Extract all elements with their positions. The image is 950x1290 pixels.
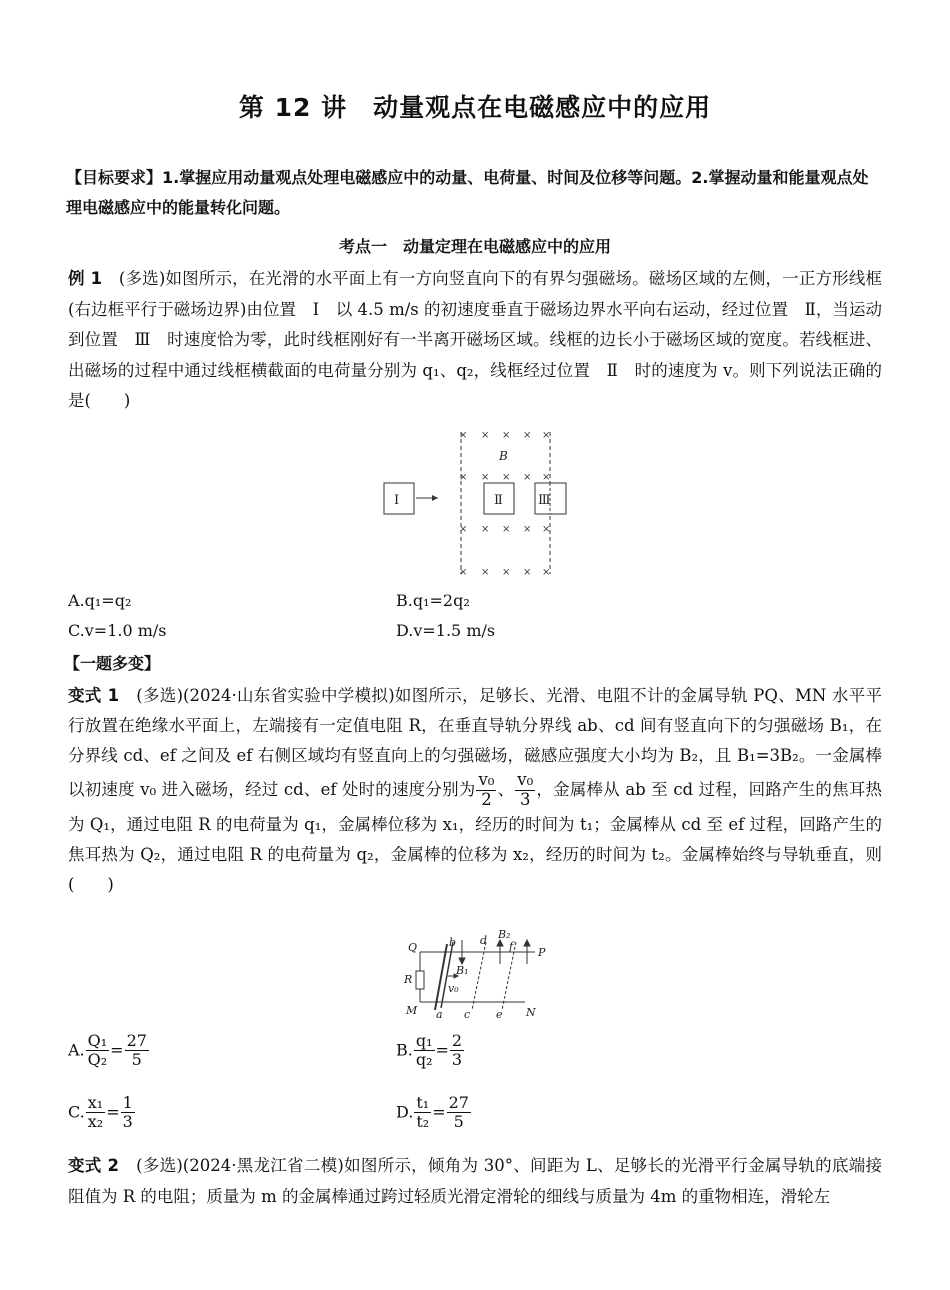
position-2-label: Ⅱ <box>494 493 503 508</box>
svg-text:B₁: B₁ <box>456 964 469 977</box>
example-1-label: 例 1 <box>68 269 103 288</box>
svg-text:×: × <box>481 472 490 483</box>
svg-text:×: × <box>459 472 468 483</box>
example-1-figure <box>380 428 570 578</box>
svg-text:×: × <box>542 430 551 441</box>
goal-text: 1.掌握应用动量观点处理电磁感应中的动量、电荷量、时间及位移等问题。2.掌握动量和能量观点处理电磁感应中的能量转化问题。 <box>66 168 869 217</box>
svg-text:Q: Q <box>408 941 418 954</box>
example-1-option-b[interactable]: B.q₁=2q₂ <box>396 591 470 610</box>
svg-text:×: × <box>459 524 468 535</box>
svg-text:M: M <box>406 1004 418 1017</box>
learning-goals <box>66 163 884 223</box>
goal-label: 【目标要求】 <box>66 168 163 187</box>
variant-2-question <box>68 1151 882 1212</box>
svg-text:×: × <box>459 567 468 578</box>
svg-text:f: f <box>509 940 514 953</box>
svg-text:a: a <box>436 1008 443 1021</box>
example-1-option-d[interactable]: D.v=1.5 m/s <box>396 621 496 640</box>
svg-text:×: × <box>523 524 532 535</box>
example-1-text: (多选)如图所示，在光滑的水平面上有一方向竖直向下的有界匀强磁场。磁场区域的左侧，一正方形线框(右边框平行于磁场边界)由位置 Ⅰ 以 4.5 m/s 的初速度垂直于磁场边界水平向右运动，经过位置 Ⅱ，当运动到位置 Ⅲ 时速度恰为零，此时线框刚好有一半离开磁场区域。线框的边长小于磁场区域的宽度。若线框进、出磁场的过程中通过线框横截面的电荷量分别为 q₁、q₂，线框经过位置 Ⅱ 时的速度为 v。则下列说法正确的是( ) <box>68 269 882 410</box>
svg-text:e: e <box>496 1008 503 1021</box>
svg-text:×: × <box>481 430 490 441</box>
svg-text:d: d <box>480 934 488 947</box>
variant-1-question: 变式 1 (多选)(2024·山东省实验中学模拟)如图所示，足够长、光滑、电阻不计的金属导轨 PQ、MN 水平平行放置在绝缘水平面上，左端接有一定值电阻 R，在垂直导轨分界线 ab、cd 间有竖直向下的匀强磁场 B₁，在分界线 cd、ef 之间及 ef 右侧区域均有竖直向上的匀强磁场，磁感应强度大小均为 B₂，且 B₁=3B₂。一金属棒以初速度 v₀ 进入磁场，经过 cd、ef 处时的速度分别为 $\frac{\text{v₀}}{2}$ 、 $\frac{\text{v₀}}{3}$ ，金属棒从 ab 至 cd 过程，回路产生的焦耳热为 Q₁，通过电阻 R 的电荷量为 q₁，金属棒位移为 x₁，经历的时间为 t₁；金属棒从 cd 至 ef 过程，回路产生的焦耳热为 Q₂，通过电阻 R 的电荷量为 q₂，金属棒的位移为 x₂，经历的时间为 t₂。金属棒始终与导轨垂直，则( ) <box>68 686 883 894</box>
example-1-option-a[interactable]: A.q₁=q₂ <box>68 591 132 610</box>
section-heading: 考点一 动量定理在电磁感应中的应用 <box>338 237 611 256</box>
example-1-question <box>68 264 882 417</box>
position-1-label: Ⅰ <box>394 493 400 508</box>
svg-text:×: × <box>459 430 468 441</box>
svg-text:×: × <box>523 430 532 441</box>
field-label-b: B <box>499 449 508 463</box>
variant-1-option-c[interactable]: C. $\frac{\text{x₁}}{\text{x₂}}$ = $\frac{1}{3}$ <box>68 1093 133 1132</box>
svg-text:N: N <box>526 1006 536 1019</box>
fraction-v0-over-3: $\frac{\text{v₀}}{3}$ <box>517 770 534 809</box>
variant-2-text: (多选)(2024·黑龙江省二模)如图所示，倾角为 30°、间距为 L、足够长的光滑平行金属导轨的底端接阻值为 R 的电阻；质量为 m 的金属棒通过跨过轻质光滑定滑轮的细线与质量为 4m 的重物相连，滑轮左 <box>68 1156 882 1206</box>
svg-text:×: × <box>502 430 511 441</box>
example-1-option-c[interactable]: C.v=1.0 m/s <box>68 621 167 640</box>
variant-2-label: 变式 2 <box>68 1156 120 1175</box>
variant-1-figure <box>400 928 560 1024</box>
svg-text:×: × <box>542 524 551 535</box>
svg-text:B₂: B₂ <box>498 928 511 941</box>
svg-text:×: × <box>523 472 532 483</box>
position-3-label: Ⅲ <box>538 493 551 508</box>
variant-1-option-a[interactable]: A. $\frac{\text{Q₁}}{\text{Q₂}}$ = $\frac{27}{5}$ <box>68 1031 147 1070</box>
variant-1-label: 变式 1 <box>68 686 120 705</box>
resistor-r <box>416 971 424 989</box>
svg-text:×: × <box>481 567 490 578</box>
svg-text:×: × <box>481 524 490 535</box>
page-title: 第 12 讲 动量观点在电磁感应中的应用 <box>238 93 712 122</box>
svg-text:R: R <box>404 973 413 986</box>
variant-1-text-part2: ，金属棒从 ab 至 cd 过程，回路产生的焦耳热为 Q₁，通过电阻 R 的电荷量为 q₁，金属棒位移为 x₁，经历的时间为 t₁；金属棒从 cd 至 ef 过程，回路产生的焦耳热为 Q₂，通过电阻 R 的电荷量为 q₂，金属棒的位移为 x₂，经历的时间为 t₂。金属棒始终与导轨垂直，则( ) <box>68 779 883 894</box>
svg-text:P: P <box>538 946 546 959</box>
svg-text:×: × <box>542 472 551 483</box>
svg-text:×: × <box>502 524 511 535</box>
metal-rod <box>435 944 447 1010</box>
svg-text:×: × <box>523 567 532 578</box>
variant-1-option-d[interactable]: D. $\frac{\text{t₁}}{\text{t₂}}$ = $\frac{27}{5}$ <box>396 1093 469 1132</box>
svg-text:v₀: v₀ <box>448 982 459 995</box>
fraction-v0-over-2: $\frac{\text{v₀}}{2}$ <box>478 770 495 809</box>
variant-1-text-part1: (多选)(2024·山东省实验中学模拟)如图所示，足够长、光滑、电阻不计的金属导轨 PQ、MN 水平平行放置在绝缘水平面上，左端接有一定值电阻 R，在垂直导轨分界线 ab、cd 间有竖直向下的匀强磁场 B₁，在分界线 cd、ef 之间及 ef 右侧区域均有竖直向上的匀强磁场，磁感应强度大小均为 B₂，且 B₁=3B₂。一金属棒以初速度 v₀ 进入磁场，经过 cd、ef 处时的速度分别为 <box>68 686 883 799</box>
variant-header: 【一题多变】 <box>64 654 161 673</box>
svg-text:×: × <box>502 472 511 483</box>
svg-text:×: × <box>542 567 551 578</box>
svg-text:c: c <box>464 1008 471 1021</box>
svg-text:×: × <box>502 567 511 578</box>
svg-text:b: b <box>449 936 457 949</box>
variant-1-option-b[interactable]: B. $\frac{\text{q₁}}{\text{q₂}}$ = $\frac{2}{3}$ <box>396 1031 463 1070</box>
